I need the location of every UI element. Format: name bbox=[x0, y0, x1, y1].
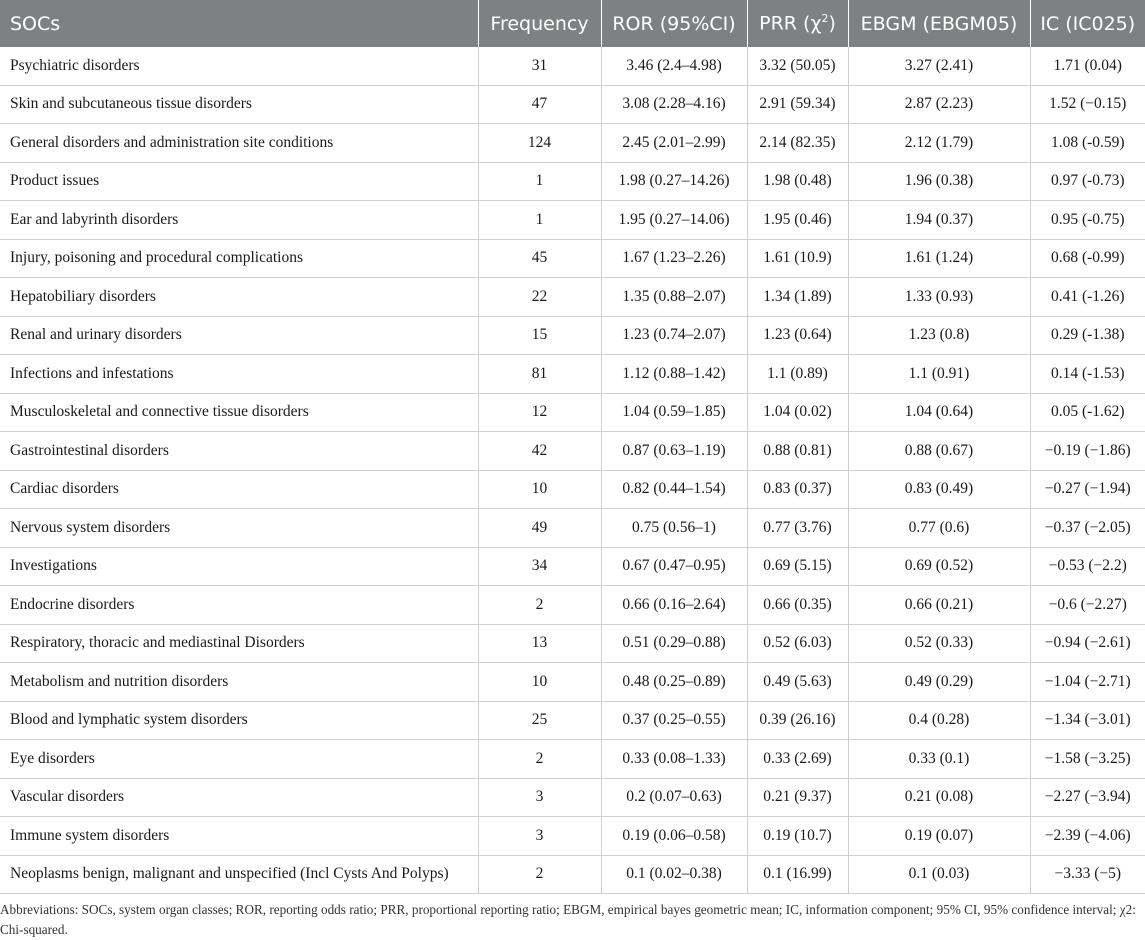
cell-soc: Cardiac disorders bbox=[0, 470, 478, 509]
cell-ebgm: 0.19 (0.07) bbox=[848, 817, 1030, 856]
cell-prr: 1.04 (0.02) bbox=[747, 393, 848, 432]
table-row bbox=[0, 855, 1145, 894]
cell-prr: 1.34 (1.89) bbox=[747, 278, 848, 317]
cell-ror: 0.51 (0.29–0.88) bbox=[601, 624, 747, 663]
cell-soc: Infections and infestations bbox=[0, 355, 478, 394]
table-row bbox=[0, 278, 1145, 317]
cell-ebgm: 1.23 (0.8) bbox=[848, 316, 1030, 355]
cell-ror: 3.46 (2.4–4.98) bbox=[601, 47, 747, 85]
table-row bbox=[0, 239, 1145, 278]
header-ic: IC (IC025) bbox=[1030, 0, 1145, 47]
cell-prr: 3.32 (50.05) bbox=[747, 47, 848, 85]
cell-soc: Nervous system disorders bbox=[0, 509, 478, 548]
cell-soc: Renal and urinary disorders bbox=[0, 316, 478, 355]
cell-ic: −1.34 (−3.01) bbox=[1030, 701, 1145, 740]
cell-ror: 1.98 (0.27–14.26) bbox=[601, 162, 747, 201]
cell-ebgm: 0.33 (0.1) bbox=[848, 740, 1030, 779]
table-body bbox=[0, 47, 1145, 894]
cell-ebgm: 0.88 (0.67) bbox=[848, 432, 1030, 471]
cell-ebgm: 2.12 (1.79) bbox=[848, 124, 1030, 163]
cell-ebgm: 1.33 (0.93) bbox=[848, 278, 1030, 317]
cell-frequency: 10 bbox=[478, 663, 601, 702]
cell-ebgm: 1.1 (0.91) bbox=[848, 355, 1030, 394]
cell-prr: 0.69 (5.15) bbox=[747, 547, 848, 586]
cell-ebgm: 1.61 (1.24) bbox=[848, 239, 1030, 278]
cell-ic: −2.27 (−3.94) bbox=[1030, 778, 1145, 817]
table-row bbox=[0, 701, 1145, 740]
cell-frequency: 3 bbox=[478, 817, 601, 856]
cell-soc: Investigations bbox=[0, 547, 478, 586]
cell-ror: 0.87 (0.63–1.19) bbox=[601, 432, 747, 471]
cell-soc: Hepatobiliary disorders bbox=[0, 278, 478, 317]
cell-ic: −2.39 (−4.06) bbox=[1030, 817, 1145, 856]
cell-soc: Endocrine disorders bbox=[0, 586, 478, 625]
cell-ic: 0.95 (-0.75) bbox=[1030, 201, 1145, 240]
cell-ebgm: 2.87 (2.23) bbox=[848, 85, 1030, 124]
cell-ic: −0.37 (−2.05) bbox=[1030, 509, 1145, 548]
cell-frequency: 1 bbox=[478, 162, 601, 201]
cell-soc: Skin and subcutaneous tissue disorders bbox=[0, 85, 478, 124]
table-row bbox=[0, 663, 1145, 702]
table-row bbox=[0, 470, 1145, 509]
cell-frequency: 49 bbox=[478, 509, 601, 548]
cell-ror: 0.2 (0.07–0.63) bbox=[601, 778, 747, 817]
cell-ror: 0.66 (0.16–2.64) bbox=[601, 586, 747, 625]
header-prr-prefix: PRR (χ bbox=[759, 12, 822, 35]
cell-ror: 1.35 (0.88–2.07) bbox=[601, 278, 747, 317]
cell-frequency: 25 bbox=[478, 701, 601, 740]
cell-prr: 0.1 (16.99) bbox=[747, 855, 848, 894]
header-soc: SOCs bbox=[0, 0, 478, 47]
cell-ic: −0.6 (−2.27) bbox=[1030, 586, 1145, 625]
cell-ic: 0.97 (-0.73) bbox=[1030, 162, 1145, 201]
cell-frequency: 12 bbox=[478, 393, 601, 432]
header-prr bbox=[747, 0, 848, 47]
cell-prr: 1.23 (0.64) bbox=[747, 316, 848, 355]
cell-ebgm: 0.4 (0.28) bbox=[848, 701, 1030, 740]
cell-ror: 2.45 (2.01–2.99) bbox=[601, 124, 747, 163]
cell-ic: −1.58 (−3.25) bbox=[1030, 740, 1145, 779]
cell-prr: 0.52 (6.03) bbox=[747, 624, 848, 663]
cell-ic: 1.08 (-0.59) bbox=[1030, 124, 1145, 163]
table-row bbox=[0, 586, 1145, 625]
table-row bbox=[0, 509, 1145, 548]
cell-prr: 1.1 (0.89) bbox=[747, 355, 848, 394]
cell-ebgm: 1.04 (0.64) bbox=[848, 393, 1030, 432]
table-row bbox=[0, 740, 1145, 779]
cell-soc: Eye disorders bbox=[0, 740, 478, 779]
cell-ror: 0.33 (0.08–1.33) bbox=[601, 740, 747, 779]
cell-frequency: 13 bbox=[478, 624, 601, 663]
cell-soc: Product issues bbox=[0, 162, 478, 201]
cell-soc: Blood and lymphatic system disorders bbox=[0, 701, 478, 740]
cell-soc: General disorders and administration site conditions bbox=[0, 124, 478, 163]
cell-prr: 1.61 (10.9) bbox=[747, 239, 848, 278]
cell-soc: Immune system disorders bbox=[0, 817, 478, 856]
table-row bbox=[0, 316, 1145, 355]
cell-ebgm: 0.66 (0.21) bbox=[848, 586, 1030, 625]
cell-ror: 0.37 (0.25–0.55) bbox=[601, 701, 747, 740]
table-footnote: Abbreviations: SOCs, system organ classes; ROR, reporting odds ratio; PRR, proportional reporting ratio; EBGM, empirical bayes geometric mean; IC, information component; 95% CI, 95% confidence interval; χ2: Chi-squared. bbox=[0, 902, 1136, 937]
cell-frequency: 3 bbox=[478, 778, 601, 817]
cell-soc: Neoplasms benign, malignant and unspecified (Incl Cysts And Polyps) bbox=[0, 855, 478, 894]
cell-ror: 0.75 (0.56–1) bbox=[601, 509, 747, 548]
cell-frequency: 2 bbox=[478, 586, 601, 625]
cell-frequency: 81 bbox=[478, 355, 601, 394]
cell-ic: 0.68 (-0.99) bbox=[1030, 239, 1145, 278]
header-prr-suffix: ) bbox=[828, 12, 836, 35]
cell-ror: 1.04 (0.59–1.85) bbox=[601, 393, 747, 432]
cell-soc: Respiratory, thoracic and mediastinal Disorders bbox=[0, 624, 478, 663]
table-row bbox=[0, 47, 1145, 85]
cell-frequency: 31 bbox=[478, 47, 601, 85]
cell-ror: 0.82 (0.44–1.54) bbox=[601, 470, 747, 509]
header-ror: ROR (95%CI) bbox=[601, 0, 747, 47]
cell-ebgm: 3.27 (2.41) bbox=[848, 47, 1030, 85]
cell-frequency: 124 bbox=[478, 124, 601, 163]
cell-prr: 0.77 (3.76) bbox=[747, 509, 848, 548]
cell-frequency: 2 bbox=[478, 855, 601, 894]
table-row bbox=[0, 162, 1145, 201]
cell-soc: Psychiatric disorders bbox=[0, 47, 478, 85]
cell-ic: −3.33 (−5) bbox=[1030, 855, 1145, 894]
cell-ebgm: 0.69 (0.52) bbox=[848, 547, 1030, 586]
cell-ic: −1.04 (−2.71) bbox=[1030, 663, 1145, 702]
table-header bbox=[0, 0, 1145, 47]
cell-ebgm: 0.49 (0.29) bbox=[848, 663, 1030, 702]
cell-ror: 3.08 (2.28–4.16) bbox=[601, 85, 747, 124]
cell-ebgm: 0.1 (0.03) bbox=[848, 855, 1030, 894]
cell-ror: 1.12 (0.88–1.42) bbox=[601, 355, 747, 394]
cell-ebgm: 0.83 (0.49) bbox=[848, 470, 1030, 509]
header-ebgm: EBGM (EBGM05) bbox=[848, 0, 1030, 47]
cell-prr: 0.83 (0.37) bbox=[747, 470, 848, 509]
cell-prr: 0.21 (9.37) bbox=[747, 778, 848, 817]
cell-prr: 0.88 (0.81) bbox=[747, 432, 848, 471]
cell-ebgm: 1.94 (0.37) bbox=[848, 201, 1030, 240]
cell-soc: Musculoskeletal and connective tissue disorders bbox=[0, 393, 478, 432]
cell-frequency: 42 bbox=[478, 432, 601, 471]
cell-prr: 2.14 (82.35) bbox=[747, 124, 848, 163]
cell-ic: 1.71 (0.04) bbox=[1030, 47, 1145, 85]
cell-prr: 0.66 (0.35) bbox=[747, 586, 848, 625]
cell-soc: Ear and labyrinth disorders bbox=[0, 201, 478, 240]
cell-ic: −0.94 (−2.61) bbox=[1030, 624, 1145, 663]
cell-ror: 1.95 (0.27–14.06) bbox=[601, 201, 747, 240]
cell-frequency: 47 bbox=[478, 85, 601, 124]
cell-ebgm: 0.77 (0.6) bbox=[848, 509, 1030, 548]
cell-ror: 0.67 (0.47–0.95) bbox=[601, 547, 747, 586]
cell-prr: 2.91 (59.34) bbox=[747, 85, 848, 124]
table-row bbox=[0, 85, 1145, 124]
cell-frequency: 45 bbox=[478, 239, 601, 278]
cell-frequency: 34 bbox=[478, 547, 601, 586]
cell-ic: 0.05 (-1.62) bbox=[1030, 393, 1145, 432]
cell-prr: 0.39 (26.16) bbox=[747, 701, 848, 740]
cell-ic: −0.53 (−2.2) bbox=[1030, 547, 1145, 586]
table-row bbox=[0, 393, 1145, 432]
cell-ebgm: 1.96 (0.38) bbox=[848, 162, 1030, 201]
cell-soc: Metabolism and nutrition disorders bbox=[0, 663, 478, 702]
cell-frequency: 1 bbox=[478, 201, 601, 240]
header-prr-superscript: 2 bbox=[821, 12, 829, 26]
cell-ic: 0.14 (-1.53) bbox=[1030, 355, 1145, 394]
cell-ic: 1.52 (−0.15) bbox=[1030, 85, 1145, 124]
cell-prr: 0.33 (2.69) bbox=[747, 740, 848, 779]
cell-ror: 0.1 (0.02–0.38) bbox=[601, 855, 747, 894]
cell-ic: −0.27 (−1.94) bbox=[1030, 470, 1145, 509]
cell-prr: 1.98 (0.48) bbox=[747, 162, 848, 201]
table-row bbox=[0, 547, 1145, 586]
cell-frequency: 22 bbox=[478, 278, 601, 317]
cell-soc: Injury, poisoning and procedural complications bbox=[0, 239, 478, 278]
cell-prr: 1.95 (0.46) bbox=[747, 201, 848, 240]
table-row bbox=[0, 355, 1145, 394]
table-row bbox=[0, 624, 1145, 663]
cell-ic: 0.41 (-1.26) bbox=[1030, 278, 1145, 317]
table-row bbox=[0, 432, 1145, 471]
cell-ebgm: 0.21 (0.08) bbox=[848, 778, 1030, 817]
header-frequency: Frequency bbox=[478, 0, 601, 47]
table-row bbox=[0, 778, 1145, 817]
cell-ebgm: 0.52 (0.33) bbox=[848, 624, 1030, 663]
cell-soc: Vascular disorders bbox=[0, 778, 478, 817]
cell-soc: Gastrointestinal disorders bbox=[0, 432, 478, 471]
cell-frequency: 2 bbox=[478, 740, 601, 779]
cell-ic: 0.29 (-1.38) bbox=[1030, 316, 1145, 355]
cell-ror: 0.48 (0.25–0.89) bbox=[601, 663, 747, 702]
cell-prr: 0.19 (10.7) bbox=[747, 817, 848, 856]
table-row bbox=[0, 124, 1145, 163]
cell-ror: 0.19 (0.06–0.58) bbox=[601, 817, 747, 856]
table-row bbox=[0, 817, 1145, 856]
table-row bbox=[0, 201, 1145, 240]
cell-ic: −0.19 (−1.86) bbox=[1030, 432, 1145, 471]
cell-frequency: 10 bbox=[478, 470, 601, 509]
cell-frequency: 15 bbox=[478, 316, 601, 355]
cell-ror: 1.67 (1.23–2.26) bbox=[601, 239, 747, 278]
cell-ror: 1.23 (0.74–2.07) bbox=[601, 316, 747, 355]
cell-prr: 0.49 (5.63) bbox=[747, 663, 848, 702]
